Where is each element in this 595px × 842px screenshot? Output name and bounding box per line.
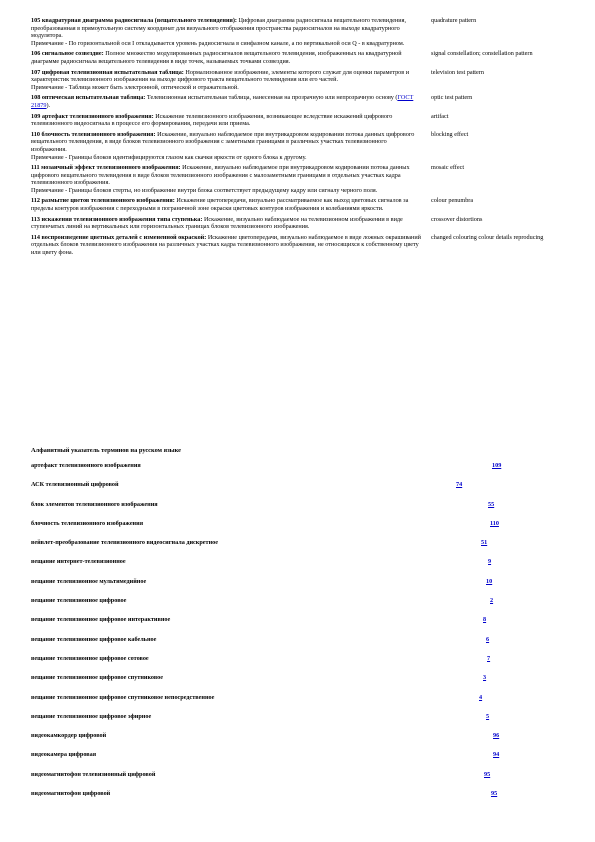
- index-page-link[interactable]: 109: [492, 462, 502, 469]
- index-label: вещание телевизионное цифровое кабельное: [31, 635, 157, 643]
- term-note: Примечание - Границы блоков идентифицируются глазом как скачки яркости от одного блока к другому.: [31, 153, 307, 161]
- alphabetical-index: [31, 462, 561, 809]
- term-entry-109: [31, 113, 561, 128]
- term-en: colour penumbra: [431, 197, 474, 205]
- term-en: blocking effect: [431, 130, 469, 138]
- term-definition: Искажение цветопередачи, визуально наблюдаемое в виде ложных окрашиваний отдельных блоков телевизионного изображения на различных участках кадра телевизионного изображения, не относящихся к собственному цвету или цвету фона.: [31, 233, 421, 257]
- index-row: [31, 636, 561, 655]
- index-page-link[interactable]: 4: [479, 693, 483, 701]
- index-page-link[interactable]: 5: [486, 712, 490, 720]
- term-note: Примечание - Таблица может быть электронной, оптической и отражательной.: [31, 83, 239, 91]
- term-name: 105 квадратурная диаграмма радиосигнала (вещательного телевидения):: [31, 17, 237, 24]
- term-ru: [31, 234, 421, 257]
- term-en: mosaic effect: [431, 164, 465, 172]
- term-note: Примечание - Границы блоков стерты, но изображение внутри блока соответствует предыдущему кадру или сигналу черного поля.: [31, 186, 378, 194]
- index-label: вейвлет-преобразование телевизионного видеосигнала дискретное: [31, 539, 218, 547]
- term-en: optic test pattern: [431, 94, 473, 102]
- index-page-link[interactable]: 8: [483, 616, 487, 624]
- term-name: 108 оптическая испытательная таблица:: [31, 94, 146, 102]
- term-entry-105: [31, 17, 561, 47]
- index-page-link[interactable]: 2: [490, 597, 494, 605]
- term-definition: Искажение цветопередачи, визуально рассматриваемое как выход цветовых сигналов за пределы контуров изображения с переходными в пограничной зоне окраски цветовых контуров изображения и колебаниями яркости.: [31, 197, 409, 213]
- term-name: 110 блочность телевизионного изображения:: [31, 130, 156, 138]
- term-entry-114: [31, 234, 561, 257]
- term-note: Примечание - По горизонтальной оси I откладывается уровень радиосигнала в синфазном канале, а по вертикальной оси Q - в квадратурном.: [31, 39, 405, 47]
- index-title: Алфавитный указатель терминов на русском языке: [31, 447, 182, 454]
- index-label: вещание телевизионное цифровое спутниковое непосредственное: [31, 693, 215, 701]
- term-en: crossover distortions: [431, 215, 483, 223]
- terms-list: [31, 17, 561, 260]
- index-label: вещание телевизионное цифровое интерактивное: [31, 616, 171, 624]
- term-definition: Цифровая диаграмма радиосигнала вещательного телевидения, преобразованная в прямоугольную систему координат для визуального отображения пространства радиосигналов на выходе квадратурного модулятора.: [31, 17, 406, 40]
- term-en: quadrature pattern: [431, 17, 477, 24]
- index-label: видеомагнитофон телевизионный цифровой: [31, 770, 156, 778]
- index-label: вещание телевизионное цифровое эфирное: [31, 712, 152, 720]
- term-name: 109 артефакт телевизионного изображения:: [31, 112, 154, 120]
- index-label: вещание телевизионное цифровое сотовое: [31, 654, 149, 662]
- index-row: [31, 558, 561, 577]
- index-page-link[interactable]: 51: [481, 539, 488, 547]
- index-row: [31, 597, 561, 616]
- term-name: 112 размытие цветов телевизионного изображения:: [31, 197, 175, 205]
- index-row: [31, 539, 561, 558]
- index-page-link[interactable]: 55: [488, 500, 495, 508]
- index-label: вещание телевизионное цифровое спутниковое: [31, 674, 164, 682]
- term-name: 107 цифровая телевизионная испытательная таблица:: [31, 68, 184, 76]
- term-ru: [31, 131, 421, 161]
- index-row: [31, 713, 561, 732]
- index-label: АСК телевизионный цифровой: [31, 481, 119, 489]
- index-row: [31, 578, 561, 597]
- term-entry-106: [31, 50, 561, 65]
- term-entry-108: [31, 94, 561, 109]
- index-row: [31, 616, 561, 635]
- index-page-link[interactable]: 95: [484, 770, 491, 778]
- term-definition: Искажение, визуально наблюдаемое при внутрикадровом кодировании потока данных цифрового вещательного телевидения в виде блоков телевизионного изображения с малозаметными границами в отдельных участках кадра телевизионного изображения.: [31, 164, 410, 187]
- term-en: changed colouring colour details reproducing: [431, 233, 544, 241]
- term-definition: Телевизионная испытательная таблица, нанесенная на прозрачную или непрозрачную основу (: [145, 94, 398, 102]
- index-page-link[interactable]: 94: [493, 751, 500, 759]
- index-label: вещание интернет-телевизионное: [31, 558, 126, 566]
- index-page-link[interactable]: 9: [488, 558, 492, 566]
- index-row: [31, 481, 561, 500]
- term-en: television test pattern: [431, 68, 484, 76]
- index-label: видеомагнитофон цифровой: [31, 790, 111, 798]
- term-definition: Искажение, визуально наблюдаемое на телевизионном изображении в виде ступенчатых линий на вертикальных или горизонтальных границах блоков телевизионного изображения.: [31, 215, 403, 231]
- index-row: [31, 655, 561, 674]
- term-name: 111 мозаичный эффект телевизионного изображения:: [31, 164, 181, 172]
- index-page-link[interactable]: 3: [483, 674, 487, 682]
- term-ru: [31, 17, 421, 47]
- index-row: [31, 751, 561, 770]
- term-definition: Полное множество модулированных радиосигналов вещательного телевидения, изображенных на квадратурной диаграмме радиосигнала вещательного телевидения в виде точек, называемых точками созвездия.: [31, 50, 402, 65]
- index-label: видеокамера цифровая: [31, 751, 97, 759]
- term-en: artifact: [431, 112, 449, 120]
- term-entry-111: [31, 164, 561, 194]
- term-definition: Искажение, визуально наблюдаемое при внутрикадровом кодировании потока данных цифрового вещательного телевидения, в виде блоков телевизионного изображения с заметными границами в различных участках телевизионного изображения.: [31, 130, 415, 153]
- index-label: артефакт телевизионного изображения: [31, 462, 141, 469]
- term-ru: [31, 50, 421, 65]
- index-row: [31, 790, 561, 809]
- index-page-link[interactable]: 95: [491, 790, 498, 798]
- term-ru: [31, 113, 421, 128]
- index-row: [31, 501, 561, 520]
- index-page-link[interactable]: 74: [456, 481, 463, 489]
- index-label: видеокамкордер цифровой: [31, 732, 107, 740]
- term-ru: [31, 69, 421, 92]
- index-row: [31, 674, 561, 693]
- gost-link[interactable]: ГОСТ 21879: [31, 94, 414, 109]
- term-en: signal constellation; constellation pattern: [431, 50, 533, 58]
- index-row: [31, 462, 561, 481]
- term-ru: [31, 197, 421, 212]
- term-entry-113: [31, 216, 561, 231]
- index-row: [31, 694, 561, 713]
- term-ru: [31, 94, 421, 109]
- term-entry-112: [31, 197, 561, 212]
- term-ru: [31, 164, 421, 194]
- index-page-link[interactable]: 7: [487, 654, 491, 662]
- term-definition-end: ).: [46, 101, 51, 109]
- term-definition: Нормализованное изображение, элементы которого служат для оценки параметров и характеристик телевизионного изображения на выходе цифрового тракта вещательного телевидения или его частей.: [31, 68, 410, 84]
- index-page-link[interactable]: 96: [493, 732, 500, 740]
- term-name: 113 искажения телевизионного изображения типа ступенька:: [31, 215, 203, 223]
- index-label: вещание телевизионное цифровое: [31, 597, 127, 605]
- term-definition: Искажение телевизионного изображения, возникающее вследствие искажений цифрового телевизионного видеосигнала в процессе его формирования, передачи или приема.: [31, 112, 393, 128]
- index-page-link[interactable]: 110: [490, 519, 499, 527]
- term-name: 114 воспроизведение цветных деталей с измененной окраской:: [31, 233, 207, 241]
- term-entry-110: [31, 131, 561, 161]
- term-entry-107: [31, 69, 561, 92]
- index-label: блок элементов телевизионного изображения: [31, 500, 158, 508]
- index-row: [31, 732, 561, 751]
- index-label: блочность телевизионного изображения: [31, 519, 144, 527]
- term-ru: [31, 216, 421, 231]
- index-label: вещание телевизионное мультимедийное: [31, 577, 147, 585]
- index-row: [31, 520, 561, 539]
- index-row: [31, 771, 561, 790]
- index-page-link[interactable]: 6: [486, 635, 490, 643]
- index-page-link[interactable]: 10: [486, 577, 493, 585]
- term-name: 106 сигнальное созвездие:: [31, 50, 104, 58]
